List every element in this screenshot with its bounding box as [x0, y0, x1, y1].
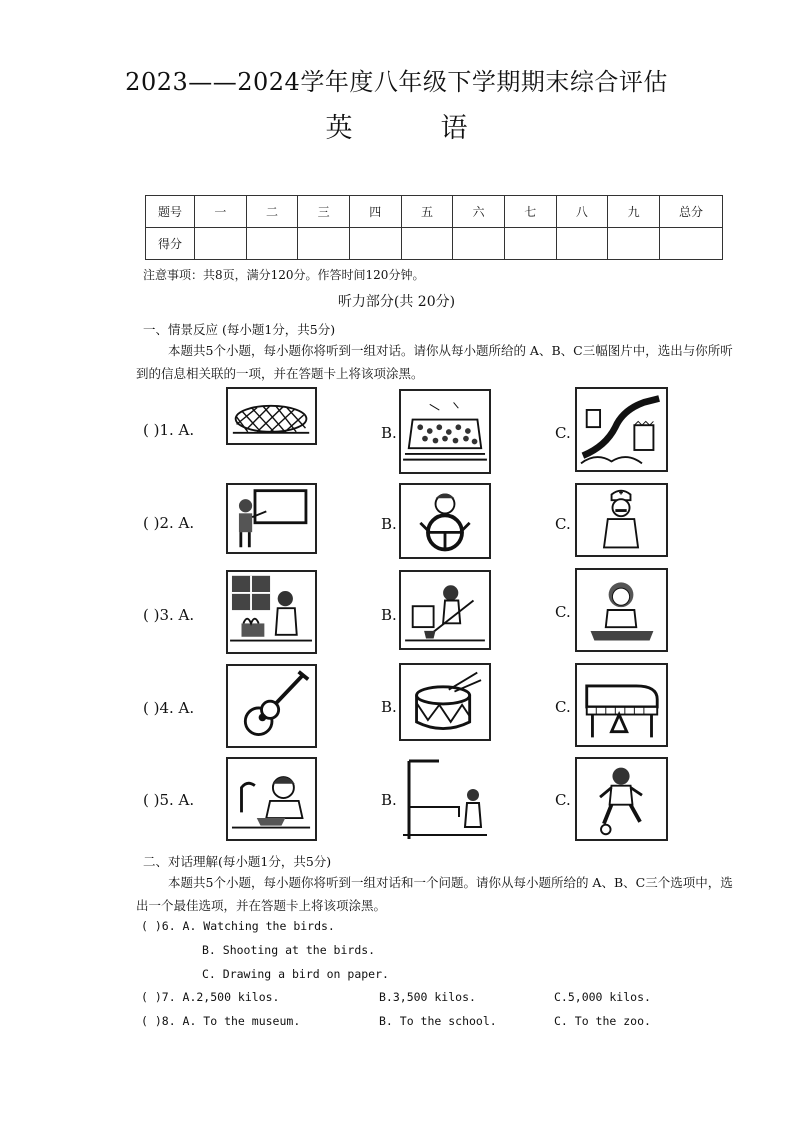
question-1-label: ( )1. A.	[143, 421, 195, 439]
score-cell	[246, 228, 298, 260]
score-header-cell: 题号	[146, 196, 195, 228]
score-cell	[195, 228, 247, 260]
question-8-option-c: C. To the zoo.	[554, 1014, 651, 1028]
part2-instruction: 本题共5个小题，每小题你将听到一组对话和一个问题。请你从每小题所给的 A、B、C三个选项中，选出一个最佳选项，并在答题卡上将该项涂黑。	[136, 875, 733, 913]
subject-char-1: 英	[325, 113, 353, 144]
question-6-option-c: C. Drawing a bird on paper.	[202, 967, 389, 981]
question-1-option-c: C.	[555, 424, 571, 442]
score-cell	[401, 228, 453, 260]
score-header-cell: 一	[195, 196, 247, 228]
score-header-cell: 九	[608, 196, 660, 228]
exam-title: 2023——2024学年度八年级下学期期末综合评估	[125, 68, 668, 96]
score-table-header-row	[146, 196, 723, 228]
studying-boy-icon[interactable]	[226, 757, 317, 841]
score-header-cell: 总分	[660, 196, 723, 228]
question-5-label: ( )5. A.	[143, 791, 195, 809]
question-1-option-b: B.	[381, 424, 397, 442]
piano-icon[interactable]	[575, 663, 668, 747]
drum-icon[interactable]	[399, 663, 491, 741]
question-7-option-a: ( )7. A.2,500 kilos.	[141, 990, 280, 1004]
score-header-cell: 二	[246, 196, 298, 228]
score-header-cell: 七	[504, 196, 556, 228]
question-5-option-b: B.	[381, 791, 397, 809]
question-4-option-c: C.	[555, 698, 571, 716]
score-cell	[298, 228, 350, 260]
question-7-option-c: C.5,000 kilos.	[554, 990, 651, 1004]
question-8-option-b: B. To the school.	[379, 1014, 497, 1028]
question-4-option-b: B.	[381, 698, 397, 716]
question-2-label: ( )2. A.	[143, 514, 195, 532]
question-4-label: ( )4. A.	[143, 699, 195, 717]
part1-heading: 一、情景反应 (每小题1分，共5分)	[143, 322, 336, 337]
cleaning-table-icon[interactable]	[575, 568, 668, 652]
question-2-option-c: C.	[555, 515, 571, 533]
football-boy-icon[interactable]	[575, 757, 668, 841]
score-header-cell: 八	[556, 196, 608, 228]
question-6-option-b: B. Shooting at the birds.	[202, 943, 376, 957]
score-cell	[660, 228, 723, 260]
part2-heading: 二、对话理解(每小题1分，共5分)	[143, 854, 332, 869]
question-3-label: ( )3. A.	[143, 606, 195, 624]
question-7-option-b: B.3,500 kilos.	[379, 990, 476, 1004]
score-table-score-row	[146, 228, 723, 260]
cleaning-room-icon[interactable]	[399, 757, 491, 841]
subject-char-2: 语	[440, 113, 468, 144]
question-3-option-c: C.	[555, 603, 571, 621]
part1-instruction: 本题共5个小题，每小题你将听到一组对话。请你从每小题所给的 A、B、C三幅图片中，选出与你所听到的信息相关联的一项，并在答题卡上将该项涂黑。	[136, 343, 733, 381]
great-wall-icon[interactable]	[575, 387, 668, 472]
question-6-option-a: ( )6. A. Watching the birds.	[141, 919, 335, 933]
listening-section-title: 听力部分(共 20分)	[337, 294, 456, 310]
question-8-option-a: ( )8. A. To the museum.	[141, 1014, 301, 1028]
watering-plants-icon[interactable]	[226, 570, 317, 654]
score-header-cell: 六	[453, 196, 505, 228]
birds-nest-stadium-icon[interactable]	[226, 387, 317, 445]
score-cell	[608, 228, 660, 260]
water-cube-icon[interactable]	[399, 389, 491, 474]
score-header-cell: 三	[298, 196, 350, 228]
score-cell	[453, 228, 505, 260]
score-header-cell: 五	[401, 196, 453, 228]
subject-title	[0, 106, 793, 145]
notice: 注意事项：共8页，满分120分。作答时间120分钟。	[143, 268, 425, 282]
question-3-option-b: B.	[381, 606, 397, 624]
score-table	[145, 195, 723, 260]
question-2-option-b: B.	[381, 515, 397, 533]
score-cell	[504, 228, 556, 260]
question-5-option-c: C.	[555, 791, 571, 809]
teacher-icon[interactable]	[226, 483, 317, 554]
score-cell	[556, 228, 608, 260]
sweeping-floor-icon[interactable]	[399, 570, 491, 650]
doctor-icon[interactable]	[575, 483, 668, 557]
guitar-icon[interactable]	[226, 664, 317, 748]
score-cell	[349, 228, 401, 260]
score-row-label: 得分	[146, 228, 195, 260]
score-header-cell: 四	[349, 196, 401, 228]
driver-icon[interactable]	[399, 483, 491, 559]
